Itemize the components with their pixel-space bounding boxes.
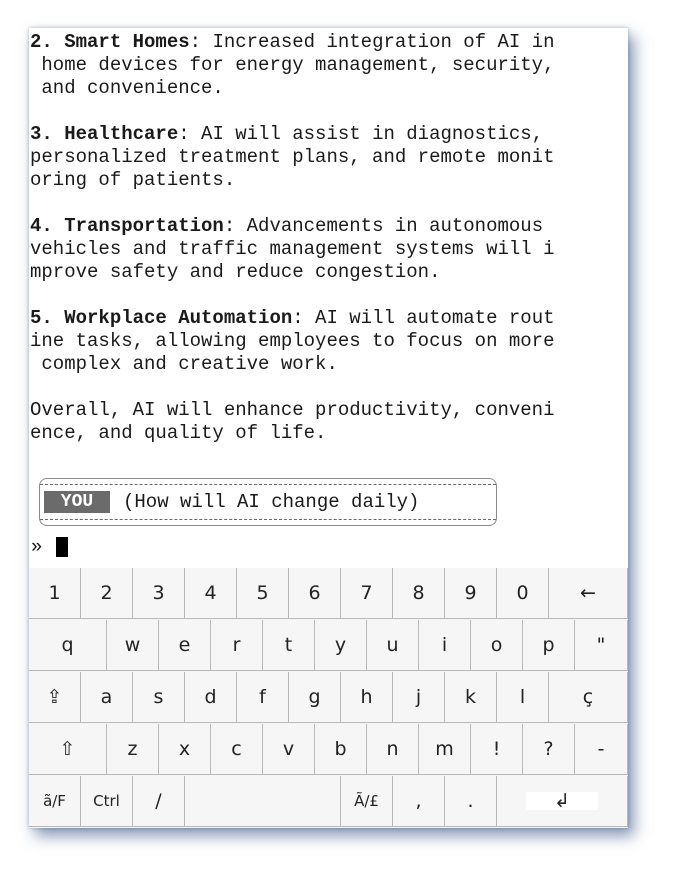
key-label: x xyxy=(178,738,191,760)
key-u[interactable] xyxy=(367,620,419,671)
chat-line-text: vehicles and traffic management systems will i xyxy=(30,238,555,260)
key-label: g xyxy=(308,686,321,708)
key-label: l xyxy=(519,686,526,708)
accent-fn-key[interactable] xyxy=(29,776,81,827)
chat-line xyxy=(30,238,628,261)
chat-line-text: mprove safety and reduce congestion. xyxy=(30,261,441,283)
chat-line xyxy=(30,353,628,376)
key-label: v xyxy=(282,738,295,760)
chat-line-text: : AI will assist in diagnostics, xyxy=(178,123,544,145)
chat-line-text: oring of patients. xyxy=(30,169,236,191)
period-key[interactable] xyxy=(445,776,497,827)
c-cedilla-key[interactable] xyxy=(549,672,628,723)
key-label: - xyxy=(597,738,605,760)
key-label: d xyxy=(204,686,217,708)
key-k[interactable] xyxy=(445,672,497,723)
dash-key[interactable] xyxy=(575,724,628,775)
user-message-box xyxy=(39,478,497,526)
key-3[interactable] xyxy=(133,568,185,619)
key-d[interactable] xyxy=(185,672,237,723)
key-label: ← xyxy=(580,582,596,604)
key-h[interactable] xyxy=(341,672,393,723)
key-label: 4 xyxy=(204,582,217,604)
chat-line xyxy=(30,307,628,330)
key-q[interactable] xyxy=(29,620,107,671)
question-key[interactable] xyxy=(523,724,575,775)
space-key[interactable] xyxy=(185,776,341,827)
key-7[interactable] xyxy=(341,568,393,619)
text-cursor[interactable] xyxy=(56,537,68,557)
you-badge: YOU xyxy=(44,491,110,513)
key-a[interactable] xyxy=(81,672,133,723)
chat-line-text: personalized treatment plans, and remote monit xyxy=(30,146,555,168)
key-x[interactable] xyxy=(159,724,211,775)
key-label: ⇪ xyxy=(46,686,63,708)
enter-key[interactable] xyxy=(497,776,628,827)
key-2[interactable] xyxy=(81,568,133,619)
key-i[interactable] xyxy=(419,620,471,671)
key-label: j xyxy=(415,686,422,708)
key-e[interactable] xyxy=(159,620,211,671)
chat-line-text: ence, and quality of life. xyxy=(30,422,327,444)
ctrl-key[interactable] xyxy=(81,776,133,827)
key-label: 8 xyxy=(412,582,425,604)
slash-key[interactable] xyxy=(133,776,185,827)
key-label: Ctrl xyxy=(93,792,120,810)
key-label: q xyxy=(61,634,74,656)
key-l[interactable] xyxy=(497,672,549,723)
chat-line-text: home devices for energy management, security, xyxy=(30,54,555,76)
chat-line-heading: 2. Smart Homes xyxy=(30,31,190,53)
chat-line xyxy=(30,54,628,77)
key-t[interactable] xyxy=(263,620,315,671)
key-label: 6 xyxy=(308,582,321,604)
chat-line-heading: 3. Healthcare xyxy=(30,123,179,145)
key-label: c xyxy=(231,738,242,760)
key-label: s xyxy=(153,686,164,708)
key-w[interactable] xyxy=(107,620,159,671)
chat-line-heading: 5. Workplace Automation xyxy=(30,307,293,329)
key-label: p xyxy=(542,634,555,656)
key-g[interactable] xyxy=(289,672,341,723)
key-label: . xyxy=(467,790,474,812)
chat-line-text: and convenience. xyxy=(30,77,224,99)
key-label: e xyxy=(178,634,191,656)
key-b[interactable] xyxy=(315,724,367,775)
key-5[interactable] xyxy=(237,568,289,619)
key-label: f xyxy=(259,686,266,708)
exclamation-key[interactable] xyxy=(471,724,523,775)
key-label: ? xyxy=(543,738,554,760)
key-c[interactable] xyxy=(211,724,263,775)
chat-line-text: complex and creative work. xyxy=(30,353,338,375)
caps-lock-key[interactable] xyxy=(29,672,81,723)
key-label: 2 xyxy=(100,582,113,604)
key-label: k xyxy=(464,686,476,708)
key-f[interactable] xyxy=(237,672,289,723)
key-label: m xyxy=(435,738,454,760)
key-m[interactable] xyxy=(419,724,471,775)
blank-line xyxy=(30,100,628,123)
key-y[interactable] xyxy=(315,620,367,671)
key-1[interactable] xyxy=(29,568,81,619)
key-label: , xyxy=(415,790,422,812)
quote-key[interactable] xyxy=(575,620,628,671)
key-label: ã/F xyxy=(43,792,66,810)
chat-line-heading: 4. Transportation xyxy=(30,215,224,237)
key-p[interactable] xyxy=(523,620,575,671)
chat-line xyxy=(30,261,628,284)
chat-line xyxy=(30,422,628,445)
backspace-key[interactable] xyxy=(549,568,628,619)
key-label: i xyxy=(441,634,448,656)
key-s[interactable] xyxy=(133,672,185,723)
shift-key[interactable] xyxy=(29,724,107,775)
key-label: ! xyxy=(492,738,501,760)
chat-line xyxy=(30,123,628,146)
key-o[interactable] xyxy=(471,620,523,671)
key-label: u xyxy=(386,634,399,656)
key-label: t xyxy=(284,634,293,656)
key-label: 7 xyxy=(360,582,373,604)
chat-line-text: ine tasks, allowing employees to focus on more xyxy=(30,330,555,352)
key-label: n xyxy=(386,738,399,760)
chat-line-text: : Advancements in autonomous xyxy=(223,215,544,237)
key-label: / xyxy=(155,790,162,812)
enter-icon: ↲ xyxy=(526,792,598,810)
key-label: h xyxy=(360,686,373,708)
key-label: 1 xyxy=(48,582,61,604)
key-j[interactable] xyxy=(393,672,445,723)
input-prompt-symbol: » xyxy=(31,536,43,558)
chat-line-text: : AI will automate rout xyxy=(292,307,555,329)
key-label: z xyxy=(127,738,138,760)
key-label: r xyxy=(232,634,241,656)
key-0[interactable] xyxy=(497,568,549,619)
key-label: b xyxy=(334,738,347,760)
key-label: a xyxy=(100,686,113,708)
chat-line xyxy=(30,31,628,54)
key-label: ⇧ xyxy=(59,738,76,760)
key-n[interactable] xyxy=(367,724,419,775)
terminal-window xyxy=(29,28,628,828)
chat-line-text: Overall, AI will enhance productivity, conveni xyxy=(30,399,555,421)
chat-line xyxy=(30,146,628,169)
key-label: ç xyxy=(582,686,594,708)
key-label: o xyxy=(490,634,503,656)
chat-line xyxy=(30,169,628,192)
key-r[interactable] xyxy=(211,620,263,671)
chat-line xyxy=(30,399,628,422)
blank-line xyxy=(30,192,628,215)
chat-line xyxy=(30,215,628,238)
key-8[interactable] xyxy=(393,568,445,619)
key-label: 5 xyxy=(256,582,269,604)
key-label: Ã/£ xyxy=(354,792,379,810)
on-screen-keyboard xyxy=(29,568,628,828)
key-6[interactable] xyxy=(289,568,341,619)
symbols-key[interactable] xyxy=(341,776,393,827)
key-label: 9 xyxy=(464,582,477,604)
chat-line xyxy=(30,330,628,353)
key-9[interactable] xyxy=(445,568,497,619)
key-label: 3 xyxy=(152,582,165,604)
key-z[interactable] xyxy=(107,724,159,775)
comma-key[interactable] xyxy=(393,776,445,827)
key-v[interactable] xyxy=(263,724,315,775)
chat-line xyxy=(30,77,628,100)
key-label: " xyxy=(596,634,606,656)
key-4[interactable] xyxy=(185,568,237,619)
user-message-text: (How will AI change daily) xyxy=(123,491,420,513)
key-label: w xyxy=(124,634,141,656)
key-label: 0 xyxy=(516,582,529,604)
blank-line xyxy=(30,376,628,399)
chat-line-text: : Increased integration of AI in xyxy=(189,31,555,53)
blank-line xyxy=(30,284,628,307)
key-label: y xyxy=(334,634,347,656)
